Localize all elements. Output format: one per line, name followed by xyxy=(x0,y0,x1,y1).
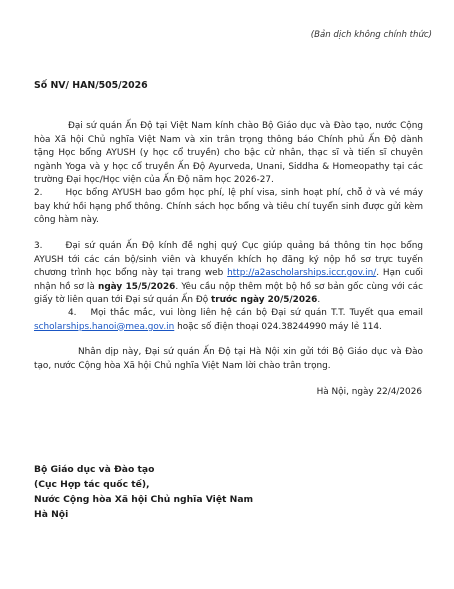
scholarship-website-link[interactable]: http://a2ascholarships.iccr.gov.in/ xyxy=(227,268,377,278)
document-number: Số NV/ HAN/505/2026 xyxy=(34,80,148,91)
paragraph-2-number: 2. xyxy=(34,188,43,198)
paragraph-3-deadline-text: . Hạn cuối nhận hồ sơ là xyxy=(34,268,423,292)
recipient-line: Nước Cộng hòa Xã hội Chủ nghĩa Việt Nam xyxy=(34,494,254,505)
deadline-online: ngày 15/5/2026 xyxy=(98,281,176,292)
paragraph-4-phone-text: hoặc số điện thoại 024.38244990 máy lẻ 114. xyxy=(174,321,382,332)
paragraph-4 xyxy=(34,307,423,334)
paragraph-3-end: . xyxy=(317,295,321,305)
contact-email-link[interactable]: scholarships.hanoi@mea.gov.in xyxy=(34,321,175,332)
paragraph-5 xyxy=(34,346,423,373)
paragraph-3 xyxy=(34,240,423,308)
paragraph-4-text: Mọi thắc mắc, vui lòng liên hệ cán bộ Đại sứ quán T.T. Tuyết qua email xyxy=(90,308,423,318)
paragraph-4-number: 4. xyxy=(68,308,77,318)
paragraph-1 xyxy=(34,120,423,188)
unofficial-translation-note: (Bản dịch không chính thức) xyxy=(310,30,432,40)
recipient-line: Hà Nội xyxy=(34,509,69,520)
letter-date: Hà Nội, ngày 22/4/2026 xyxy=(316,387,422,397)
paragraph-2-text: Học bổng AYUSH bao gồm học phí, lệ phí visa, sinh hoạt phí, chỗ ở và vé máy bay khứ hồi hạng phổ thông. Chính sách học bổng và tiêu chí tuyển sinh được gửi kèm công hàm này. xyxy=(34,188,423,225)
recipient-line: (Cục Hợp tác quốc tế), xyxy=(34,479,150,490)
paragraph-3-number: 3. xyxy=(34,241,43,251)
deadline-hardcopy: trước ngày 20/5/2026 xyxy=(210,295,318,305)
paragraph-5-text: Nhân dịp này, Đại sứ quán Ấn Độ tại Hà Nội xin gửi tới Bộ Giáo dục và Đào tạo, nước Cộng hòa Xã hội Chủ nghĩa Việt Nam lời chào trân trọng. xyxy=(34,347,423,371)
paragraph-3-text: Đại sứ quán Ấn Độ kính đề nghị quý Cục giúp quảng bá thông tin học bổng AYUSH tới các cán bộ/sinh viên và khuyến khích họ đăng ký nộp hồ sơ trực tuyến chương trình học bổng này tại trang web xyxy=(34,241,423,278)
paragraph-1-text: Đại sứ quán Ấn Độ tại Việt Nam kính chào Bộ Giáo dục và Đào tạo, nước Cộng hòa Xã hội Chủ nghĩa Việt Nam và xin trân trọng thông báo Chính phủ Ấn Độ dành tặng Học bổng AYUSH (y học cổ truyền) cho bậc cử nhân, thạc sĩ và tiến sĩ chuyên ngành Yoga và y học cổ truyền Ấn Độ Ayurveda, Unani, Siddha & Homeopathy tại các trường Đại học/Học viện của Ấn Độ năm học 2026-27. xyxy=(34,121,423,185)
recipient-line: Bộ Giáo dục và Đào tạo xyxy=(34,464,155,475)
paragraph-3-hardcopy-text: . Yêu cầu nộp thêm một bộ hồ sơ bản gốc cùng với các giấy tờ liên quan tới Đại sứ quán Ấn Độ xyxy=(34,281,423,305)
paragraph-2 xyxy=(34,187,423,228)
recipient-block xyxy=(34,462,253,522)
